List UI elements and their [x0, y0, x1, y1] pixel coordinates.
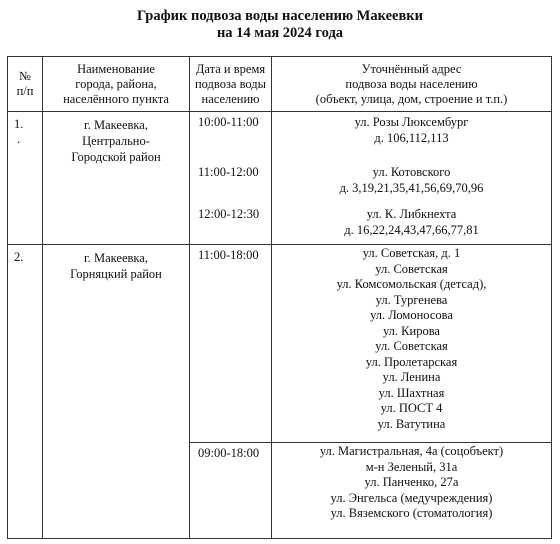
address-line: ул. Розы Люксембург	[354, 115, 469, 129]
header-line: населённого пункта	[63, 91, 169, 106]
row-place	[43, 245, 190, 539]
address-line: ул. Комсомольская (детсад),	[336, 277, 487, 291]
place-line: г. Макеевка,	[84, 118, 148, 132]
row-number-line: .	[17, 132, 21, 146]
address-line: ул. Ломоносова	[370, 308, 453, 322]
address-block	[272, 206, 551, 238]
address-line: ул. Энгельса (медучреждения)	[330, 490, 493, 505]
table-header-row	[8, 57, 552, 112]
address-line: ул. Ленина	[382, 370, 441, 384]
place-line: Городской район	[71, 150, 161, 164]
address-line: ул. Котовского	[372, 165, 451, 179]
address-line: ул. Магистральная, 4а (соцобъект)	[319, 444, 504, 458]
header-line: Дата и время	[195, 61, 266, 76]
address-line: ул. Вяземского (стоматология)	[330, 506, 493, 520]
address-line: ул. Кирова	[382, 323, 440, 338]
address-line: ул. Шахтная	[378, 385, 445, 400]
address-line: д. 3,19,21,35,41,56,69,70,96	[339, 181, 484, 195]
time-slot: 10:00-11:00	[198, 115, 259, 129]
header-number	[8, 57, 43, 112]
row-addresses	[272, 112, 552, 245]
time-slot: 11:00-12:00	[198, 165, 259, 179]
table-row	[8, 112, 552, 245]
time-slot: 11:00-18:00	[190, 245, 272, 443]
address-line: ул. Советская	[375, 339, 448, 353]
schedule-table	[7, 56, 552, 539]
header-line: подвоза воды населению	[345, 76, 478, 91]
table-row	[8, 245, 552, 443]
time-slot: 12:00-12:30	[198, 207, 260, 221]
header-line: п/п	[16, 84, 34, 98]
place-line: Центрально-	[82, 134, 150, 148]
header-line: города, района,	[75, 76, 157, 91]
row-place	[43, 112, 190, 245]
header-line: подвоза воды	[194, 76, 267, 91]
row-number-line: 1.	[14, 117, 24, 131]
address-line: ул. Советская, д. 1	[362, 246, 461, 260]
row-number	[8, 245, 43, 539]
address-block	[272, 245, 552, 443]
address-block	[272, 443, 552, 539]
header-address	[272, 57, 552, 112]
header-line: Уточнённый адрес	[361, 61, 462, 76]
time-slot: 09:00-18:00	[190, 443, 272, 539]
address-line: ул. Пролетарская	[365, 354, 458, 369]
address-line: ул. Панченко, 27а	[364, 475, 459, 489]
place-line: г. Макеевка,	[84, 251, 148, 265]
row-times	[190, 112, 272, 245]
header-line: №	[19, 69, 31, 83]
address-line: ул. К. Либкнехта	[366, 207, 457, 221]
header-time	[190, 57, 272, 112]
address-block	[272, 114, 551, 164]
address-line: ул. Тургенева	[375, 292, 448, 307]
document-title: График подвоза воды населению Макеевки	[136, 8, 424, 24]
address-line: д. 106,112,113	[374, 131, 449, 145]
header-line: населению	[201, 91, 260, 106]
header-line: (объект, улица, дом, строение и т.п.)	[315, 91, 508, 106]
address-block	[272, 164, 551, 206]
header-place	[43, 57, 190, 112]
document-subtitle: на 14 мая 2024 года	[216, 25, 344, 41]
header-line: Наименование	[77, 61, 155, 76]
address-line: м-н Зеленый, 31а	[365, 459, 458, 474]
address-line: д. 16,22,24,43,47,66,77,81	[344, 223, 479, 237]
address-line: ул. ПОСТ 4	[380, 401, 443, 415]
address-line: ул. Советская	[375, 261, 448, 276]
address-line: ул. Ватутина	[377, 416, 446, 431]
row-number-line: 2.	[14, 250, 24, 264]
place-line: Горняцкий район	[70, 267, 162, 281]
row-number	[8, 112, 43, 245]
